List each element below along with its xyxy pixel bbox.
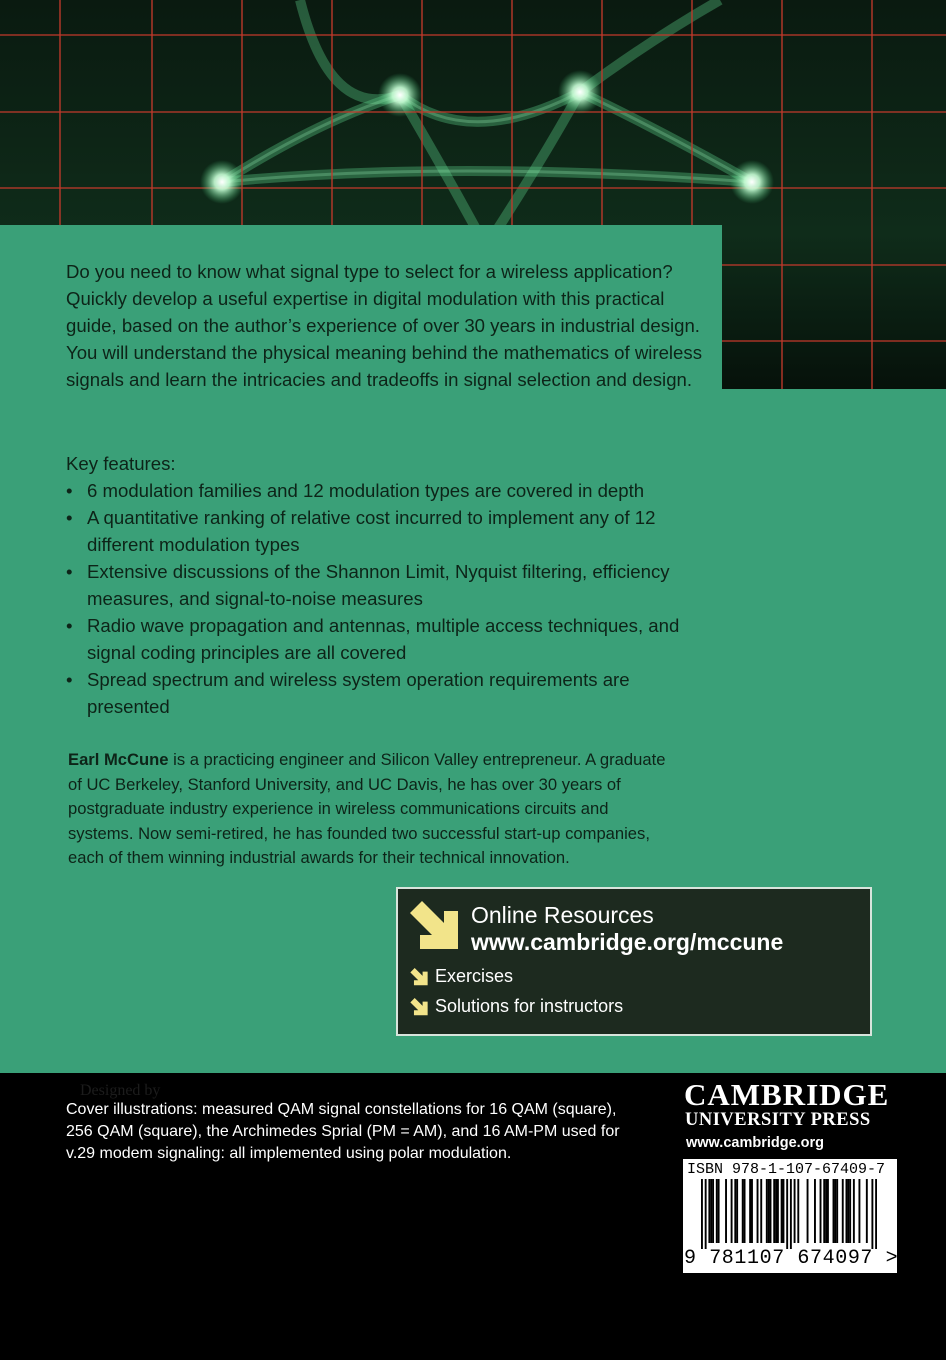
barcode-bar bbox=[705, 1179, 707, 1249]
barcode-bar bbox=[820, 1179, 822, 1243]
key-features-heading: Key features: bbox=[66, 453, 176, 474]
barcode-bar bbox=[786, 1179, 788, 1249]
key-features-list bbox=[66, 477, 706, 720]
barcode-bar bbox=[766, 1179, 768, 1243]
arrow-down-right-icon bbox=[410, 998, 428, 1016]
author-bio bbox=[68, 748, 668, 871]
ean-digits: 9 781107 674097 > bbox=[684, 1247, 899, 1270]
bullet-icon: • bbox=[66, 615, 73, 636]
barcode-bars bbox=[701, 1179, 877, 1249]
barcode-bar bbox=[814, 1179, 816, 1243]
barcode-bar bbox=[846, 1179, 848, 1243]
barcode-bar bbox=[849, 1179, 851, 1243]
barcode-bar bbox=[871, 1179, 873, 1249]
bullet-icon: • bbox=[66, 669, 73, 690]
barcode-bar bbox=[712, 1179, 714, 1243]
barcode-bar bbox=[858, 1179, 860, 1243]
barcode-bar bbox=[794, 1179, 796, 1243]
arrow-down-right-icon bbox=[410, 968, 428, 986]
barcode-bar bbox=[757, 1179, 759, 1243]
barcode-bar bbox=[790, 1179, 792, 1249]
barcode-bar bbox=[718, 1179, 720, 1243]
isbn-number: ISBN 978-1-107-67409-7 bbox=[687, 1161, 886, 1178]
publisher-logo-press: UNIVERSITY PRESS bbox=[685, 1110, 871, 1130]
feature-item: • Radio wave propagation and antennas, multiple access techniques, and signal coding principles are all covered bbox=[66, 612, 706, 666]
isbn-barcode bbox=[683, 1159, 897, 1273]
publisher-url: www.cambridge.org bbox=[686, 1135, 825, 1151]
barcode-bar bbox=[716, 1179, 718, 1243]
barcode-bar bbox=[842, 1179, 844, 1243]
designed-by-credit: Designed by bbox=[80, 1082, 161, 1099]
barcode-bar bbox=[827, 1179, 829, 1243]
barcode-bar bbox=[836, 1179, 838, 1243]
barcode-bar bbox=[823, 1179, 825, 1243]
bullet-icon: • bbox=[66, 507, 73, 528]
barcode-bar bbox=[783, 1179, 785, 1243]
barcode-bar bbox=[825, 1179, 827, 1243]
barcode-bar bbox=[773, 1179, 775, 1243]
barcode-bar bbox=[701, 1179, 703, 1249]
barcode-bar bbox=[751, 1179, 753, 1243]
barcode-bar bbox=[875, 1179, 877, 1249]
online-resources-url[interactable]: www.cambridge.org/mccune bbox=[471, 929, 784, 955]
barcode-bar bbox=[744, 1179, 746, 1243]
barcode-bar bbox=[777, 1179, 779, 1243]
feature-item: • 6 modulation families and 12 modulation types are covered in depth bbox=[66, 477, 706, 504]
cover-illustration-notes: Cover illustrations: measured QAM signal constellations for 16 QAM (square), 256 QAM (square), the Archimedes Sprial (PM = AM), and 16 AM-PM used for v.29 modem signaling: all implemented using polar modulation. bbox=[66, 1101, 620, 1162]
barcode-bar bbox=[807, 1179, 809, 1243]
author-bio-text: is a practicing engineer and Silicon Valley entrepreneur. A graduate of UC Berkeley, Stanford University, and UC Davis, he has over 30 years of postgraduate industry experience in wireless communications circuits and systems. Now semi-retired, he has founded two successful start-up companies, each of them winning industrial awards for their technical innovation. bbox=[68, 750, 666, 867]
feature-item: • Extensive discussions of the Shannon Limit, Nyquist filtering, efficiency measures, and signal-to-noise measures bbox=[66, 558, 706, 612]
barcode-bar bbox=[770, 1179, 772, 1243]
barcode-bar bbox=[866, 1179, 868, 1243]
barcode-bar bbox=[731, 1179, 733, 1243]
barcode-bar bbox=[834, 1179, 836, 1243]
barcode-bar bbox=[736, 1179, 738, 1243]
barcode-bar bbox=[708, 1179, 710, 1243]
arrow-down-right-icon bbox=[410, 901, 458, 951]
barcode-bar bbox=[760, 1179, 762, 1243]
barcode-bar bbox=[797, 1179, 799, 1243]
book-blurb: Do you need to know what signal type to select for a wireless application? Quickly develop a useful expertise in digital modulation with this practical guide, based on the author’s experience of over 30 years in industrial design. You will understand the physical meaning behind the mathematics of wireless signals and learn the intricacies and tradeoffs in signal selection and design. bbox=[66, 261, 702, 390]
bullet-icon: • bbox=[66, 561, 73, 582]
barcode-bar bbox=[725, 1179, 727, 1243]
feature-item: • Spread spectrum and wireless system operation requirements are presented bbox=[66, 666, 706, 720]
online-resources-box: Online Resources www.cambridge.org/mccune Exercises Solutions for instructors bbox=[396, 887, 872, 1036]
barcode-bar bbox=[853, 1179, 855, 1243]
barcode-bar bbox=[781, 1179, 783, 1243]
barcode-bar bbox=[742, 1179, 744, 1243]
barcode-bar bbox=[710, 1179, 712, 1243]
feature-item: • A quantitative ranking of relative cost incurred to implement any of 12 different modulation types bbox=[66, 504, 706, 558]
barcode-bar bbox=[768, 1179, 770, 1243]
barcode-bar bbox=[734, 1179, 736, 1243]
bullet-icon: • bbox=[66, 480, 73, 501]
barcode-bar bbox=[833, 1179, 835, 1243]
publisher-logo-name: CAMBRIDGE bbox=[684, 1077, 890, 1112]
barcode-bar bbox=[775, 1179, 777, 1243]
author-name: Earl McCune bbox=[68, 750, 169, 769]
barcode-bar bbox=[749, 1179, 751, 1243]
barcode-bar bbox=[847, 1179, 849, 1243]
online-resources-title: Online Resources bbox=[471, 902, 654, 928]
